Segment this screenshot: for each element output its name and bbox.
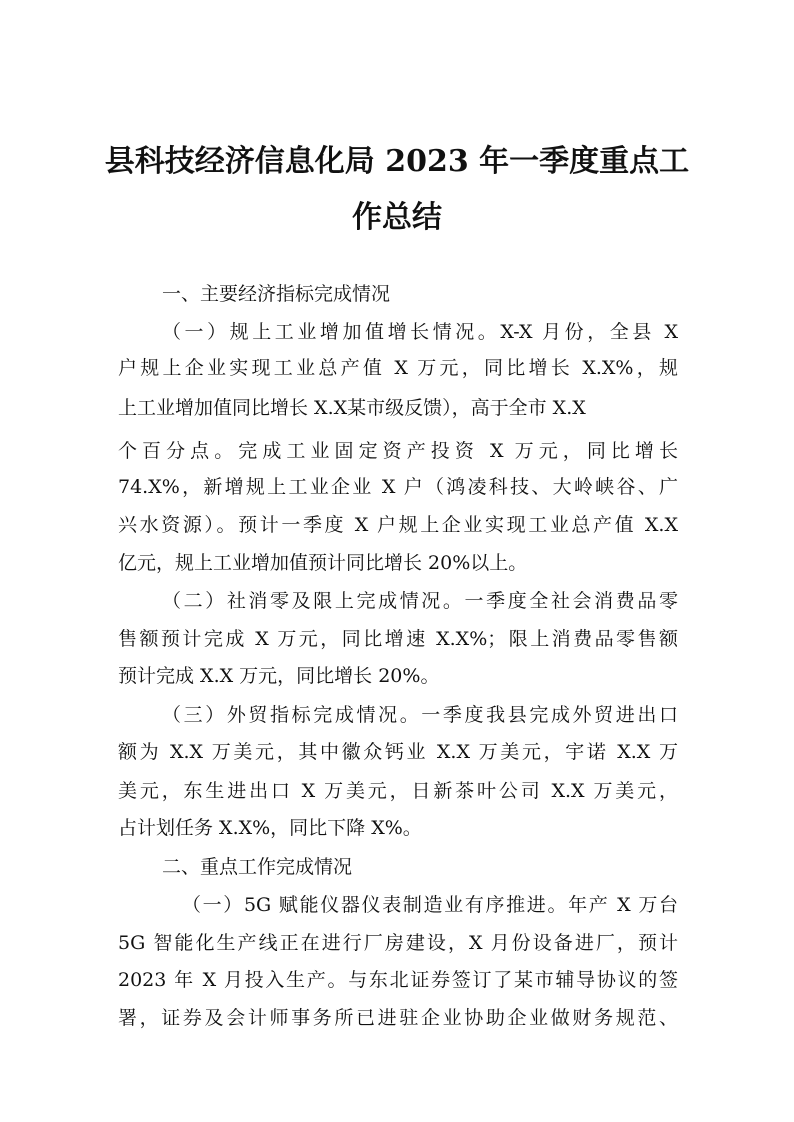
paragraph-line: 74.X%，新增规上工业企业 X 户（鸿凌科技、大岭峡谷、广: [118, 476, 678, 498]
paragraph-line: 上工业增加值同比增长 X.X某市级反馈），高于全市 X.X: [118, 397, 586, 419]
paragraph-line: 2023 年 X 月投入生产。与东北证券签订了某市辅导协议的签: [118, 969, 678, 991]
section-heading-2: 二、重点工作完成情况: [162, 856, 353, 878]
paragraph-line: 户规上企业实现工业总产值 X 万元，同比增长 X.X%，规: [118, 357, 678, 379]
document-title-line-2: 作总结: [352, 200, 442, 235]
paragraph-line: 5G 智能化生产线正在进行厂房建设，X 月份设备进厂，预计: [118, 932, 678, 954]
paragraph-line: 个百分点。完成工业固定资产投资 X 万元，同比增长: [118, 440, 678, 462]
section-heading-1: 一、主要经济指标完成情况: [162, 283, 391, 305]
paragraph-line: （三）外贸指标完成情况。一季度我县完成外贸进出口: [162, 704, 678, 726]
paragraph-line: （二）社消零及限上完成情况。一季度全社会消费品零: [162, 590, 678, 612]
paragraph-line: （一）5G 赋能仪器仪表制造业有序推进。年产 X 万台: [182, 894, 678, 916]
paragraph-line: 额为 X.X 万美元，其中徽众钙业 X.X 万美元，宇诺 X.X 万: [118, 741, 678, 763]
paragraph-line: 占计划任务 X.X%，同比下降 X%。: [118, 817, 422, 839]
paragraph-line: 售额预计完成 X 万元，同比增速 X.X%；限上消费品零售额: [118, 628, 678, 650]
paragraph-line: 预计完成 X.X 万元，同比增长 20%。: [118, 665, 440, 687]
paragraph-line: 署，证券及会计师事务所已进驻企业协助企业做财务规范、: [118, 1007, 678, 1029]
paragraph-line: （一）规上工业增加值增长情况。X-X 月份，全县 X: [162, 321, 678, 343]
paragraph-line: 兴水资源）。预计一季度 X 户规上企业实现工业总产值 X.X: [118, 514, 678, 536]
paragraph-line: 美元，东生进出口 X 万美元，日新茶叶公司 X.X 万美元，: [118, 780, 678, 802]
document-title-line-1: 县科技经济信息化局 2023 年一季度重点工: [104, 144, 690, 179]
paragraph-line: 亿元，规上工业增加值预计同比增长 20%以上。: [118, 552, 528, 574]
